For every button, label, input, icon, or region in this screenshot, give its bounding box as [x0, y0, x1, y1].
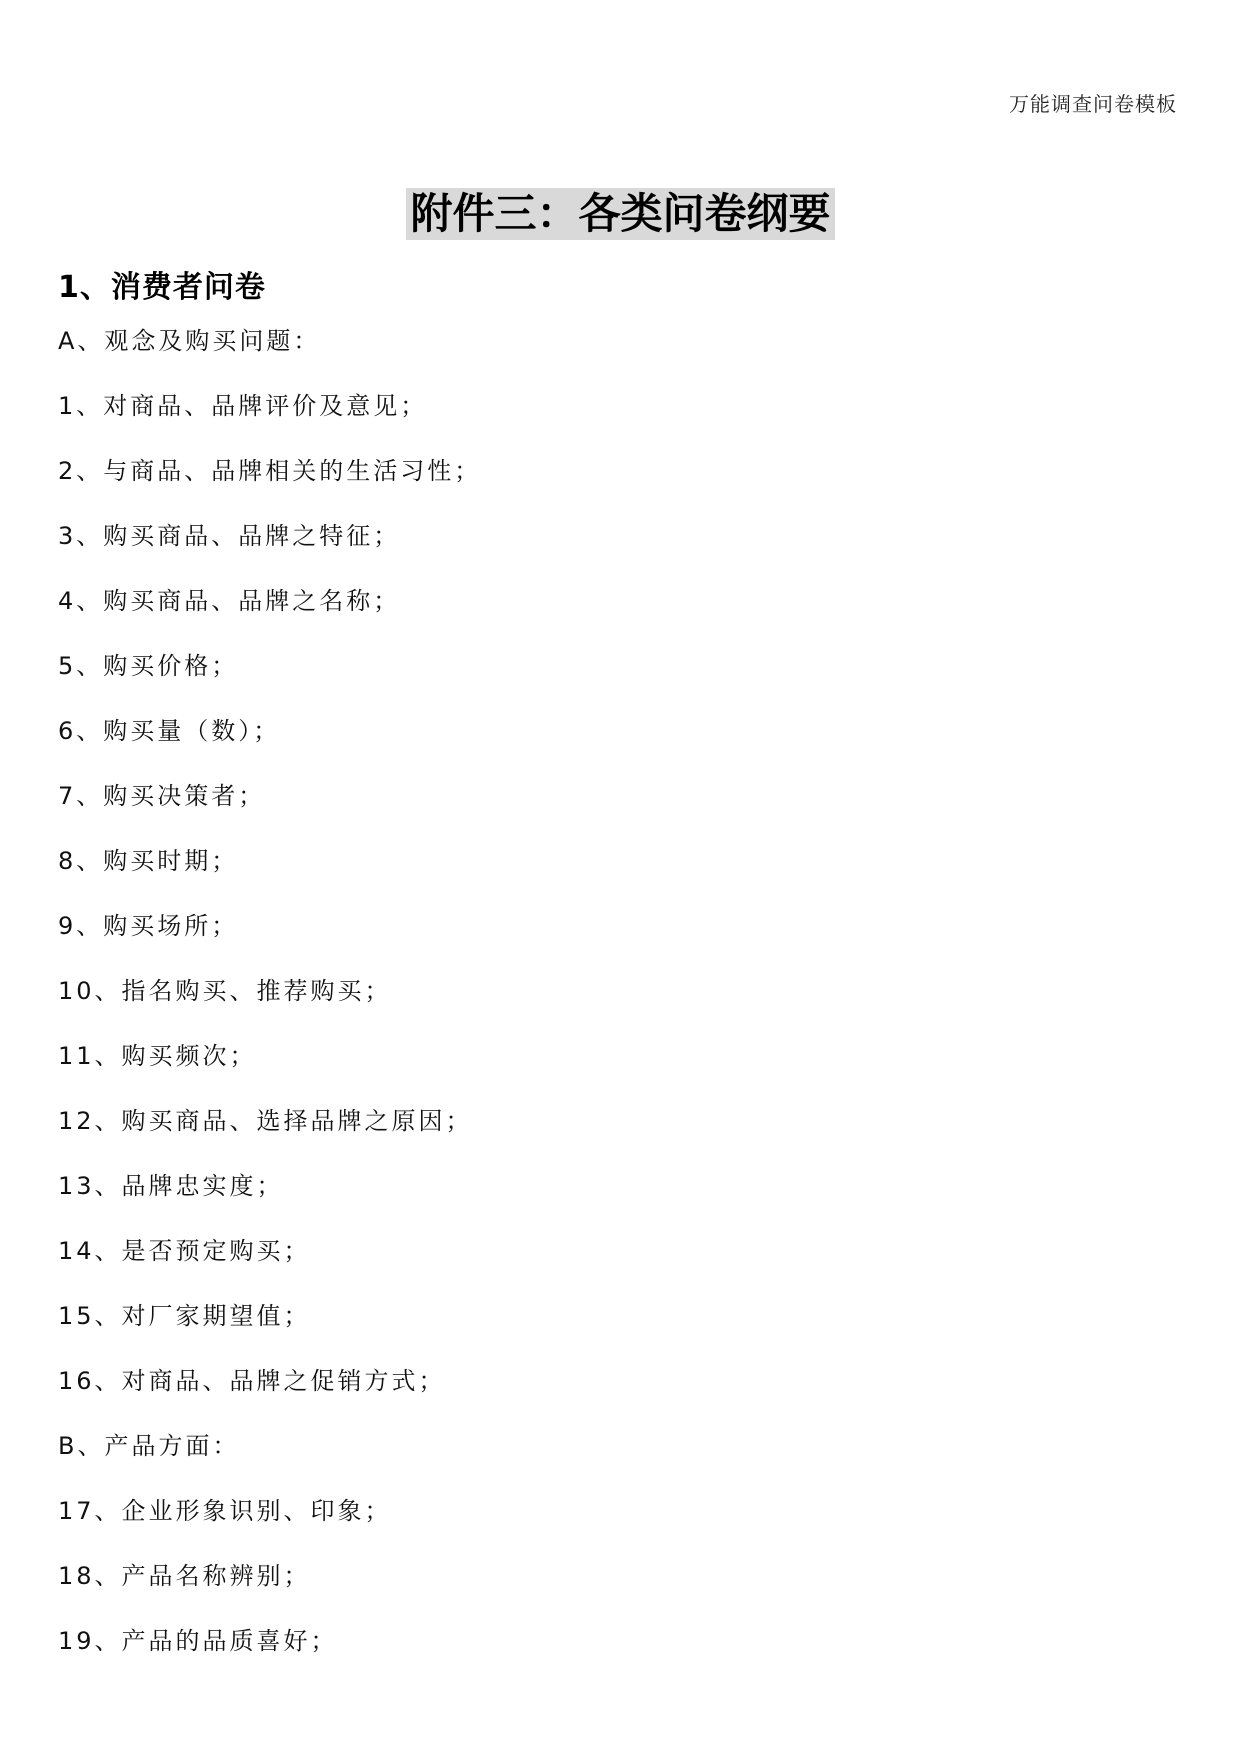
outline-list [58, 324, 481, 1689]
outline-item: 8、购买时期； [58, 847, 239, 875]
title-container [0, 188, 1241, 240]
outline-item: 11、购买频次； [58, 1042, 257, 1070]
outline-line-group-a: A、观念及购买问题： [58, 327, 321, 355]
outline-item: 14、是否预定购买； [58, 1237, 311, 1265]
outline-item: 7、购买决策者； [58, 782, 266, 810]
outline-item: 10、指名购买、推荐购买； [58, 977, 392, 1005]
outline-item: 6、购买量（数）； [58, 717, 281, 745]
outline-item: 15、对厂家期望值； [58, 1302, 311, 1330]
outline-item: 18、产品名称辨别； [58, 1562, 311, 1590]
outline-item: 12、购买商品、选择品牌之原因； [58, 1107, 473, 1135]
document-title: 附件三：各类问卷纲要 [406, 188, 834, 240]
outline-item: 13、品牌忠实度； [58, 1172, 284, 1200]
outline-item: 5、购买价格； [58, 652, 239, 680]
outline-item: 17、企业形象识别、印象； [58, 1497, 392, 1525]
section-heading: 1、消费者问卷 [58, 270, 266, 305]
outline-item: 4、购买商品、品牌之名称； [58, 587, 401, 615]
outline-item: 16、对商品、品牌之促销方式； [58, 1367, 446, 1395]
outline-item: 2、与商品、品牌相关的生活习性； [58, 457, 482, 485]
outline-item: 9、购买场所； [58, 912, 239, 940]
outline-item: 19、产品的品质喜好； [58, 1627, 338, 1655]
outline-item: 1、对商品、品牌评价及意见； [58, 392, 428, 420]
outline-item: 3、购买商品、品牌之特征； [58, 522, 401, 550]
running-header: 万能调查问卷模板 [1009, 92, 1177, 116]
outline-line-group-b: B、产品方面： [58, 1432, 240, 1460]
